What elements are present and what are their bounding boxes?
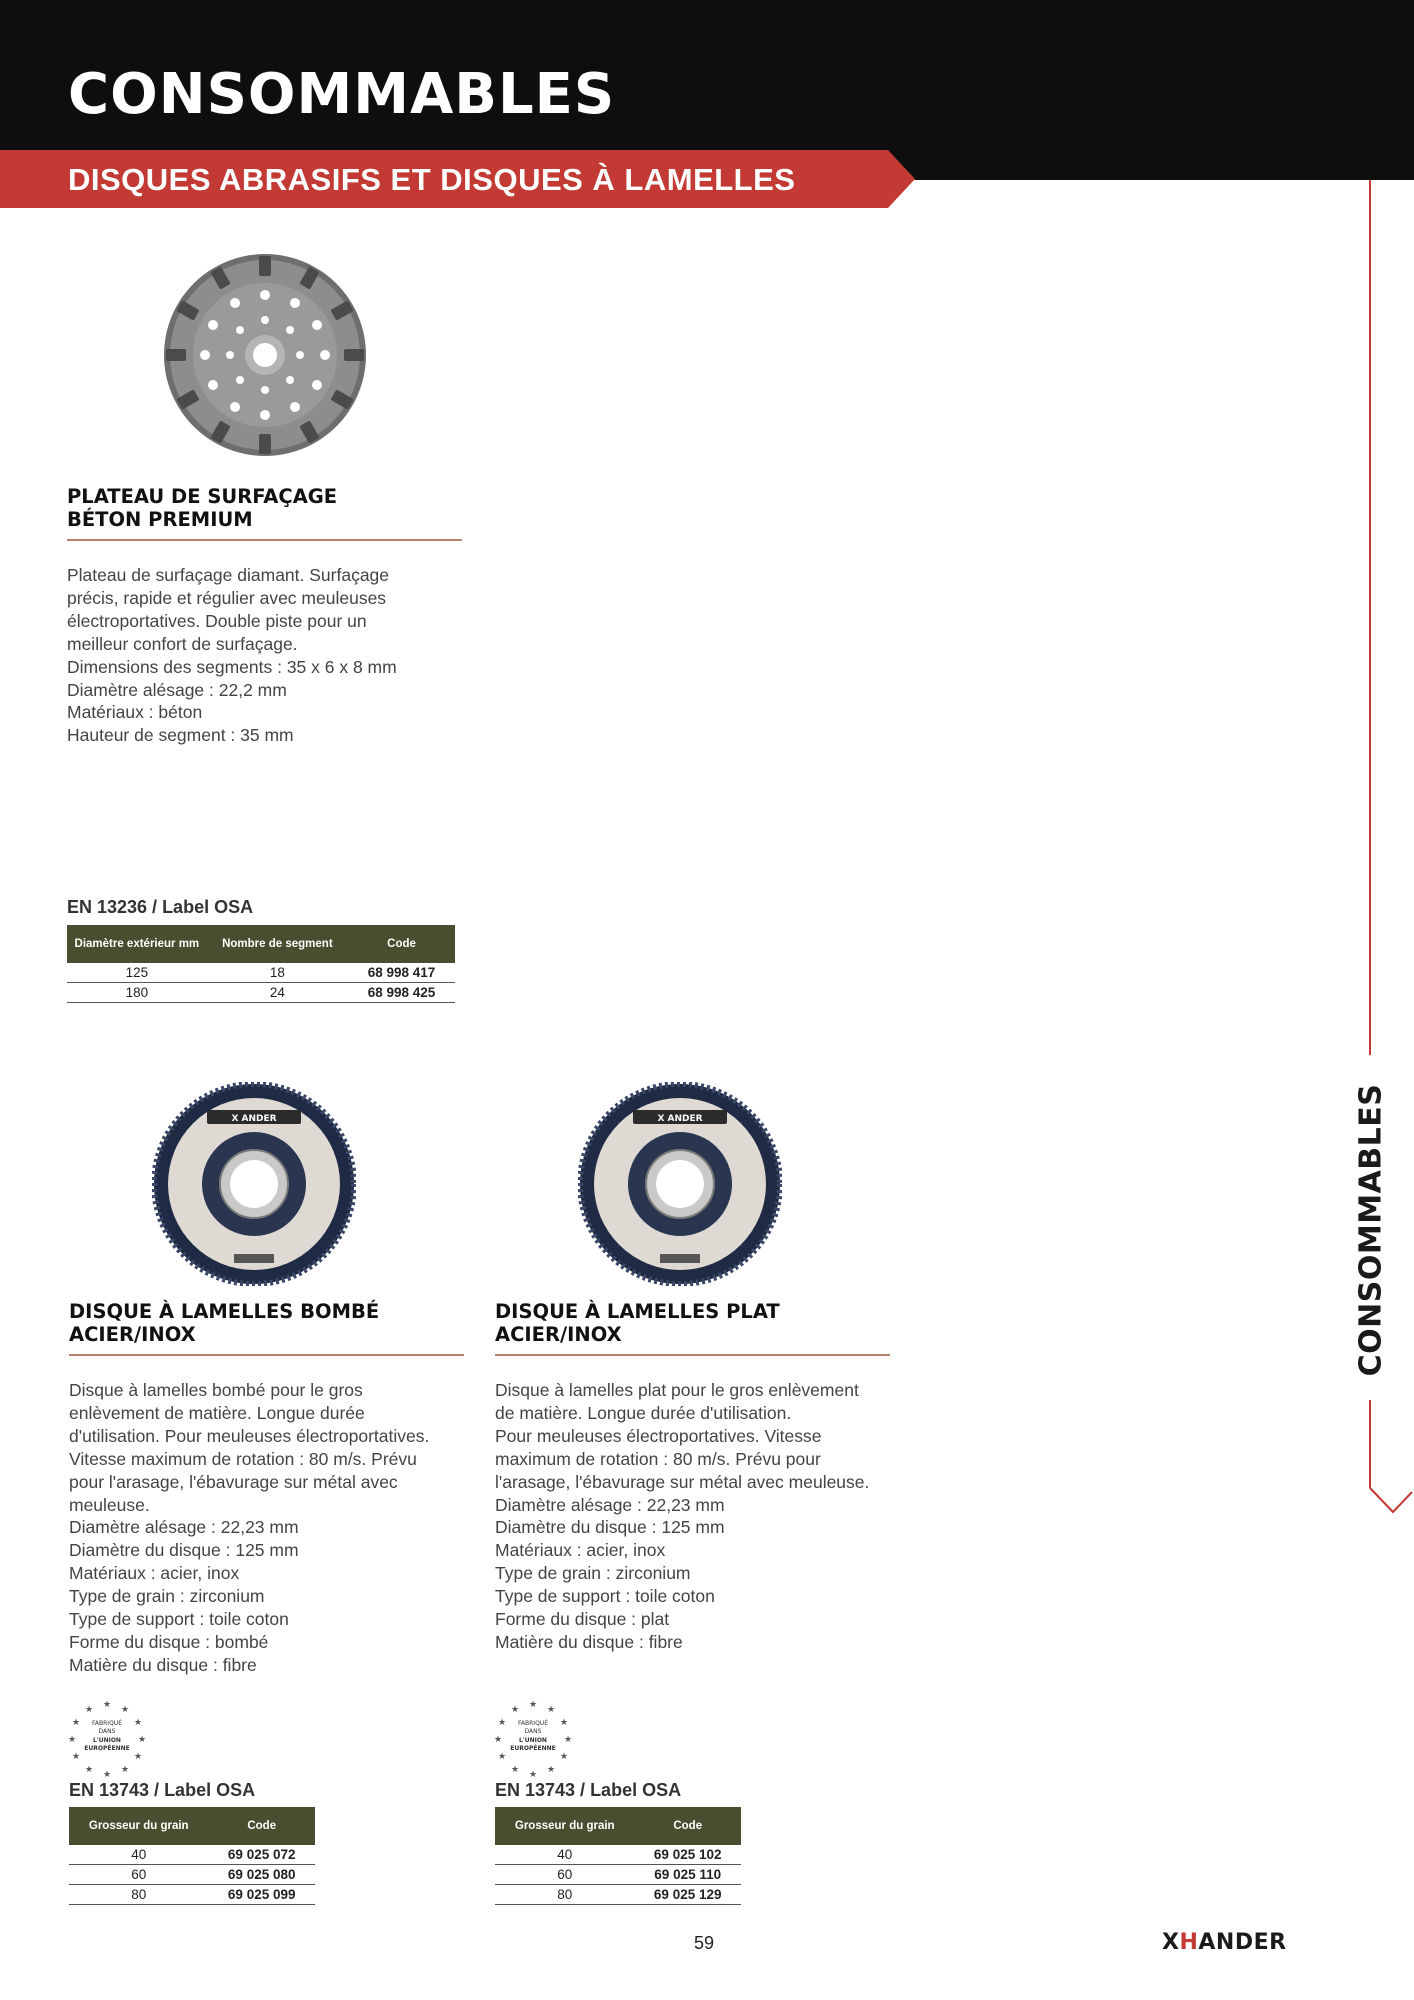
table-cell-code: 69 025 110	[634, 1865, 741, 1885]
page-number: 59	[694, 1933, 715, 1953]
table-cell: 80	[495, 1885, 634, 1905]
side-chevron-icon	[1369, 1470, 1413, 1520]
badge-line: EUROPÉENNE	[510, 1745, 556, 1752]
table-cell: 18	[207, 963, 348, 983]
badge-line: FABRIQUÉ	[518, 1720, 548, 1727]
svg-text:★: ★	[120, 1705, 130, 1715]
product-description: Plateau de surfaçage diamant. Surfaçage précis, rapide et régulier avec meuleuses électroportatives. Double piste pour un meilleur confort de surfaçage. Dimensions des segments : 35 x 6 x 8 mm Diamètre alésage : 22,2 mm Matériaux : béton Hauteur de segment : 35 mm	[67, 565, 397, 746]
svg-text:★: ★	[120, 1765, 130, 1775]
section-ribbon	[0, 150, 915, 208]
svg-text:X ANDER: X ANDER	[657, 1114, 703, 1124]
svg-text:★: ★	[546, 1705, 556, 1715]
table-cell: 180	[67, 983, 207, 1003]
spec-table	[67, 925, 455, 1003]
page-title: CONSOMMABLES	[68, 62, 616, 127]
table-cell-code: 69 025 099	[208, 1885, 315, 1905]
svg-text:★: ★	[497, 1752, 507, 1762]
product-title: DISQUE À LAMELLES BOMBÉ ACIER/INOX	[69, 1300, 464, 1356]
svg-text:X ANDER: X ANDER	[231, 1114, 277, 1124]
svg-text:★: ★	[559, 1752, 569, 1762]
side-rule-top	[1369, 180, 1371, 1055]
brand-logo	[1162, 1930, 1287, 1955]
table-cell-code: 68 998 417	[348, 963, 455, 983]
table-cell-code: 69 025 129	[634, 1885, 741, 1905]
svg-text:★: ★	[528, 1700, 538, 1710]
badge-line: DANS	[98, 1728, 116, 1735]
svg-text:★: ★	[528, 1770, 538, 1777]
table-row	[69, 1885, 315, 1905]
side-tab-label: CONSOMMABLES	[1353, 1083, 1389, 1377]
table-header: Diamètre extérieur mm	[67, 925, 207, 963]
table-cell-code: 69 025 072	[208, 1845, 315, 1865]
table-row	[69, 1845, 315, 1865]
brand-accent: H	[1179, 1930, 1199, 1955]
svg-text:★: ★	[71, 1718, 81, 1728]
table-header: Code	[348, 925, 455, 963]
table-row	[69, 1865, 315, 1885]
eu-made-badge	[67, 1697, 147, 1777]
table-cell: 60	[69, 1865, 208, 1885]
standard-label: EN 13743 / Label OSA	[495, 1780, 682, 1800]
brand-suffix: ANDER	[1198, 1930, 1287, 1955]
svg-text:★: ★	[510, 1705, 520, 1715]
diamond-cup-wheel-icon	[160, 250, 370, 460]
badge-line: L'UNION	[519, 1737, 547, 1744]
svg-text:★: ★	[493, 1735, 503, 1745]
table-cell: 40	[69, 1845, 208, 1865]
table-cell: 40	[495, 1845, 634, 1865]
section-title: DISQUES ABRASIFS ET DISQUES À LAMELLES	[68, 162, 796, 197]
table-row	[495, 1885, 741, 1905]
svg-text:★: ★	[497, 1718, 507, 1728]
table-row	[495, 1845, 741, 1865]
table-row	[67, 963, 455, 983]
table-cell-code: 69 025 102	[634, 1845, 741, 1865]
flap-disc-icon	[578, 1082, 782, 1286]
badge-line: FABRIQUÉ	[92, 1720, 122, 1727]
table-header: Code	[634, 1807, 741, 1845]
table-cell-code: 69 025 080	[208, 1865, 315, 1885]
table-cell-code: 68 998 425	[348, 983, 455, 1003]
svg-text:★: ★	[546, 1765, 556, 1775]
svg-text:★: ★	[133, 1752, 143, 1762]
table-cell: 60	[495, 1865, 634, 1885]
svg-text:★: ★	[563, 1735, 573, 1745]
badge-line: L'UNION	[93, 1737, 121, 1744]
table-header: Nombre de segment	[207, 925, 348, 963]
product-title: DISQUE À LAMELLES PLAT ACIER/INOX	[495, 1300, 890, 1356]
table-cell: 24	[207, 983, 348, 1003]
standard-label: EN 13236 / Label OSA	[67, 897, 254, 917]
svg-text:★: ★	[84, 1705, 94, 1715]
svg-text:★: ★	[559, 1718, 569, 1728]
table-header: Code	[208, 1807, 315, 1845]
table-row	[67, 983, 455, 1003]
table-cell: 80	[69, 1885, 208, 1905]
table-cell: 125	[67, 963, 207, 983]
product-description: Disque à lamelles plat pour le gros enlèvement de matière. Longue durée d'utilisation. Pour meuleuses électroportatives. Vitesse maximum de rotation : 80 m/s. Prévu pour l'arasage, l'ébavurage sur métal avec meuleuse. Diamètre alésage : 22,23 mm Diamètre du disque : 125 mm Matériaux : acier, inox Type de grain : zirconium Type de support : toile coton Forme du disque : plat Matière du disque : fibre	[495, 1380, 870, 1652]
spec-table	[495, 1807, 741, 1905]
table-header: Grosseur du grain	[69, 1807, 208, 1845]
table-row	[495, 1865, 741, 1885]
svg-text:★: ★	[102, 1770, 112, 1777]
svg-text:★: ★	[133, 1718, 143, 1728]
product-title: PLATEAU DE SURFAÇAGE BÉTON PREMIUM	[67, 485, 462, 541]
eu-made-badge	[493, 1697, 573, 1777]
badge-line: DANS	[524, 1728, 542, 1735]
standard-label: EN 13743 / Label OSA	[69, 1780, 256, 1800]
svg-text:★: ★	[510, 1765, 520, 1775]
badge-line: EUROPÉENNE	[84, 1745, 130, 1752]
svg-text:★: ★	[67, 1735, 77, 1745]
table-header: Grosseur du grain	[495, 1807, 634, 1845]
svg-text:★: ★	[102, 1700, 112, 1710]
product-description: Disque à lamelles bombé pour le gros enlèvement de matière. Longue durée d'utilisation. Pour meuleuses électroportatives. Vitesse maximum de rotation : 80 m/s. Prévu pour l'arasage, l'ébavurage sur métal avec meuleuse. Diamètre alésage : 22,23 mm Diamètre du disque : 125 mm Matériaux : acier, inox Type de grain : zirconium Type de support : toile coton Forme du disque : bombé Matière du disque : fibre	[69, 1380, 430, 1675]
svg-text:★: ★	[137, 1735, 147, 1745]
svg-text:★: ★	[84, 1765, 94, 1775]
brand-prefix: X	[1162, 1930, 1180, 1955]
spec-table	[69, 1807, 315, 1905]
flap-disc-icon	[152, 1082, 356, 1286]
svg-text:★: ★	[71, 1752, 81, 1762]
